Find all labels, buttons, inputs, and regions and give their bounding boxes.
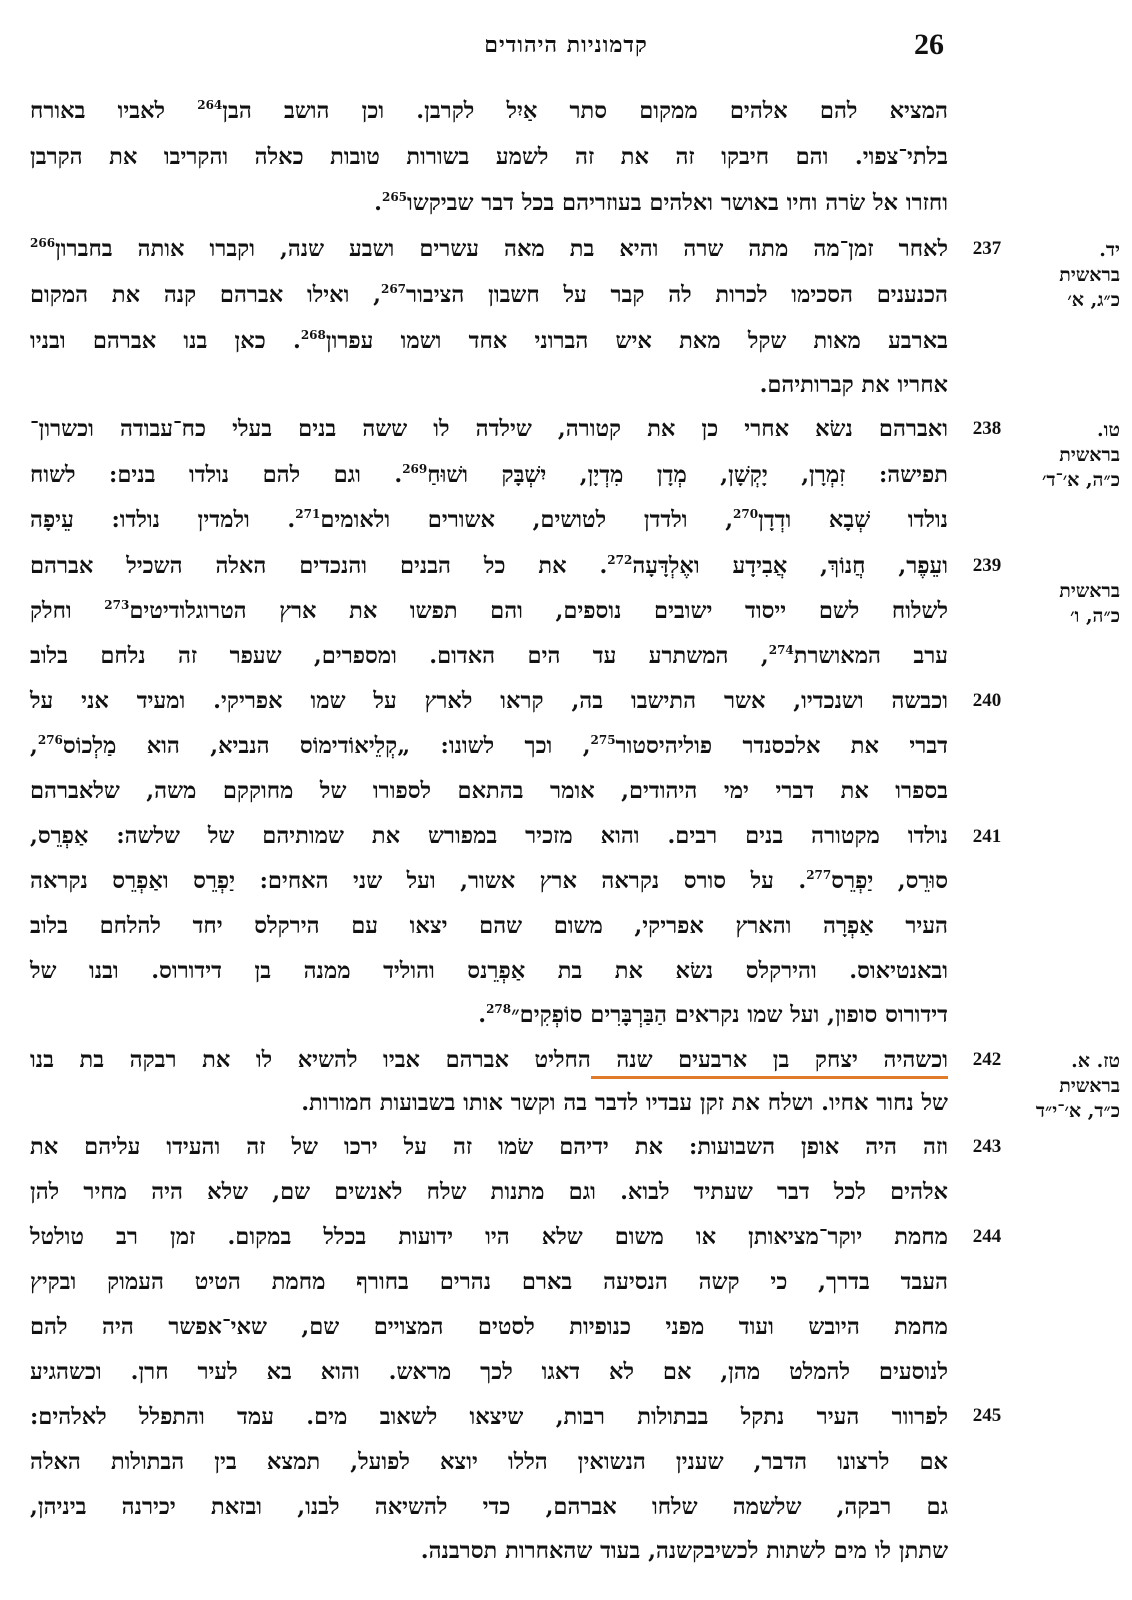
text-line: לאחר זמן־מה מתה שרה והיא בת מאה עשרים ושבע שנה, וקברו אותה בחברון$^{266}$ [30,236,948,262]
margin-chapter: יד. [1099,239,1120,261]
paragraph-number: 245 [972,1405,1002,1426]
margin-book: בראשית [1059,580,1120,602]
text-line: הכנענים הסכימו לכרות לה קבר על חשבון הציבור$^{267}$, ואילו אברהם קנה את המקום [30,282,948,308]
text-line: גם רבקה, שלשמה שלחו אברהם, כדי להשיאה לבנו, ובזאת יכירנה ביניהן, [30,1494,948,1520]
margin-chapter: טז. א. [1071,1050,1120,1072]
paragraph-number: 239 [972,555,1002,576]
margin-book: בראשית [1059,1075,1120,1097]
page-number: 26 [914,28,944,61]
paragraph-number: 244 [972,1226,1002,1247]
text-line: דידורוס סופון, ועל שמו נקראים הַבַּרְבָּרִים סוֹפְקִים״$^{278}$. [478,1002,948,1028]
paragraph-number: 237 [972,238,1002,259]
text-line: ובאנטיאוס. והירקלס נשׂא את בת אַפְרֵנס והוליד ממנה בן דידורוס. ובנו של [30,958,948,984]
text-line: לפרוור העיר נתקל בבתולות רבות, שיצאו לשאוב מים. עמד והתפלל לאלהים: [30,1404,948,1430]
paragraph-number: 241 [972,826,1002,847]
text-line: אלהים לכל דבר שעתיד לבוא. וגם מתנות שלח לאנשים שם, שלא היה מחיר להן [30,1179,948,1205]
margin-reference [1010,418,1120,493]
text-line: בספרו את דברי ימי היהודים, אומר בהתאם לספורו של מחוקקם משה, שלאברהם [30,778,948,804]
margin-verse: כ״ה, א׳־ד׳ [1041,469,1120,491]
text-line: אם לרצונו הדבר, שענין הנשואין הללו יוצא לפועל, תמצא בין הבתולות האלה [30,1449,948,1475]
text-line: וכבשה ושנכדיו, אשר התישבו בה, קראו לארץ על שמו אפריקי. ומעיד אני על [30,688,948,714]
highlight-underline [591,1076,948,1079]
margin-book: בראשית [1059,444,1120,466]
paragraph-number: 242 [972,1049,1002,1070]
text-line: המציא להם אלהים ממקום סתר אַיִל לקרבן. וכן הושב הבן$^{264}$ לאביו באורח [30,98,948,124]
text-line: לנוסעים להמלט מהן, אם לא דאגו לכך מראש. והוא בא לעיר חרן. וכשהגיע [30,1359,948,1385]
text-line: מחמת יוקר־מציאותן או משום שלא היו ידועות בכלל במקום. זמן רב טולטל [30,1224,948,1250]
margin-book: בראשית [1059,264,1120,286]
margin-reference [1010,579,1120,629]
margin-chapter: טו. [1097,419,1120,441]
text-line: בלתי־צפוי. והם חיבקו זה את זה לשמע בשורות טובות כאלה והקריבו את הקרבן [30,144,948,170]
margin-verse: כ״ד, א׳־י״ד [1035,1100,1120,1122]
text-line: תפישה: זִמְרָן, יָקְשָׁן, מְדָן מִדְיָן, יִשְׁבָּק ושׁוּחַ$^{269}$. וגם להם נולדו בנים: לשוח [30,462,948,488]
text-line: ואברהם נשׂא אחרי כן את קטורה, שילדה לו ששה בנים בעלי כח־עבודה וכשרון־ [30,416,948,442]
text-line: וזה היה אופן השבועות: את ידיהם שׂמו זה על ירכו של זה והעידו עליהם את [30,1134,948,1160]
margin-verse: כ״ה, ו׳ [1070,605,1120,627]
text-line: שתתן לו מים לשתות לכשיבקשנה, בעוד שהאחרות תסרבנה. [420,1538,948,1564]
text-line: דברי את אלכסנדר פוליהיסטור$^{275}$, וכך לשונו: „קְלֵיאוֹדימוֹס הנביא, הוא מַלְכוֹס$^{276}$, [30,733,948,759]
text-line: מחמת היובש ועוד מפני כנופיות לסטים המצויים שם, שאי־אפשר היה להם [30,1314,948,1340]
text-line: נולדו מקטורה בנים רבים. והוא מזכיר במפורש את שמותיהם של שלשה: אַפְרֵס, [30,823,948,849]
paragraph-number: 240 [972,690,1002,711]
margin-reference [1010,1049,1120,1124]
text-line: ערב המאושרת$^{274}$, המשתרע עד הים האדום. ומספרים, שעפר זה נלחם בלוב [30,643,948,669]
text-line: וחזרו אל שׂרה וחיו באושר ואלהים בעוזריהם בכל דבר שביקשו$^{265}$. [374,190,948,216]
text-line: העבד בדרך, כי קשה הנסיעה בארם נהרים בחורף מחמת הטיט העמוק ובקיץ [30,1269,948,1295]
text-line: אחריו את קברותיהם. [759,372,948,398]
margin-verse: כ״ג, א׳ [1067,289,1120,311]
margin-reference [1010,238,1120,313]
text-line: בארבע מאות שקל מאת איש הברוני אחד ושמו עפרון$^{268}$. כאן בנו אברהם ובניו [30,328,948,354]
text-line: וכשהיה יצחק בן ארבעים שנה החליט אברהם אביו להשיא לו את רבקה בת בנו [30,1047,948,1073]
paragraph-number: 238 [972,418,1002,439]
text-line: נולדו שְׁבָא ודְדָן$^{270}$, ולדדן לטושים, אשורים ולאומים$^{271}$. ולמדין נולדו: עֵיפָה [30,507,948,533]
paragraph-number: 243 [972,1136,1002,1157]
text-line: לשלוח לשם ייסוד ישובים נוספים, והם תפשו את ארץ הטרוגלודיטים$^{273}$ וחלק [30,598,948,624]
running-title: קדמוניות היהודים [484,32,648,58]
text-line: של נחור אחיו. ושלח את זקן עבדיו לדבר בה וקשר אותו בשבועות חמורות. [301,1090,948,1116]
text-line: העיר אַפְרָה והארץ אפריקי, משום שהם יצאו עם הירקלס יחד להלחם בלוב [30,913,948,939]
text-line: סוּרֵס, יַפְרֵס$^{277}$. על סורס נקראה ארץ אשור, ועל שני האחים: יַפְרֵס ואַפְרֵס נקראה [30,868,948,894]
text-line: ועֵפֶר, חֲנוֹךְ, אֲבִידָע ואֶלְדָּעָה$^{272}$. את כל הבנים והנכדים האלה השכיל אברהם [30,553,948,579]
